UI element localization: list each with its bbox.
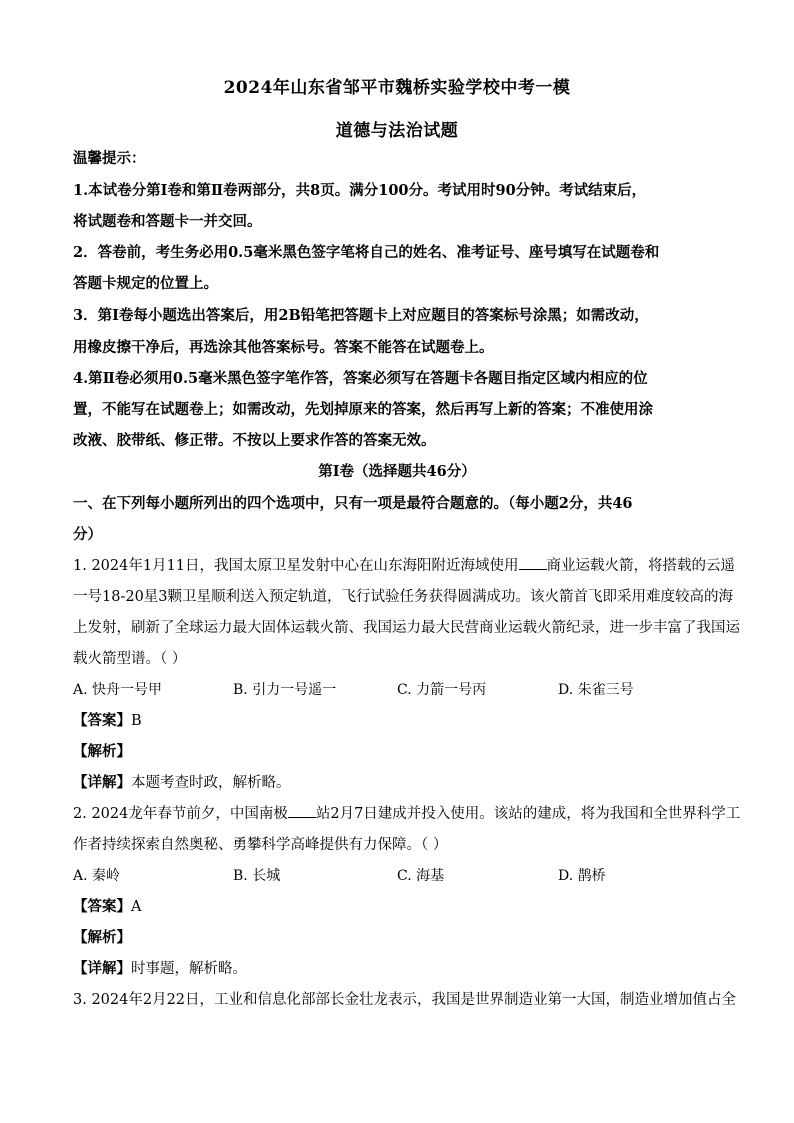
q2-analysis-tag: 【解析】 xyxy=(73,929,131,946)
q1-option-a: A. 快舟一号甲 xyxy=(73,682,163,698)
q1-stem-line-1 xyxy=(73,556,736,576)
q1-answer-tag: 【答案】 xyxy=(73,712,131,729)
q2-stem-line-2: 作者持续探索自然奥秘、勇攀科学高峰提供有力保障。（ ） xyxy=(73,837,448,853)
q2-stem-line-1 xyxy=(73,804,741,824)
q1-option-c: C. 力箭一号丙 xyxy=(397,682,487,698)
q1-stem-line-4: 载火箭型谱。（ ） xyxy=(73,651,187,667)
q1-answer: B xyxy=(131,713,142,729)
q1-option-d: D. 朱雀三号 xyxy=(558,682,634,698)
q2-answer-line xyxy=(73,897,733,917)
part-heading-line-2: 分） xyxy=(73,526,102,543)
document-title: 2024年山东省邹平市魏桥实验学校中考一模 xyxy=(223,78,571,98)
q1-stem-line-3: 上发射，刷新了全球运力最大固体运载火箭、我国运力最大民营商业运载火箭纪录，进一步丰富了我国运 xyxy=(73,620,740,636)
q2-detail-line xyxy=(73,959,733,979)
q1-detail: 本题考查时政，解析略。 xyxy=(131,775,291,791)
tip-line-1: 1.本试卷分第Ⅰ卷和第Ⅱ卷两部分，共8页。满分100分。考试用时90分钟。考试结束后， xyxy=(73,182,647,199)
tips-heading: 温馨提示： xyxy=(73,150,146,167)
q2-answer-tag: 【答案】 xyxy=(73,898,131,915)
q1-stem-line-1a: 1. 2024年1月11日，我国太原卫星发射中心在山东海阳附近海域使用 xyxy=(73,558,519,574)
q1-stem-line-2: 一号18-20星3颗卫星顺利送入预定轨道，飞行试验任务获得圆满成功。该火箭首飞即采用难度较高的海 xyxy=(73,589,734,605)
q2-option-d: D. 鹊桥 xyxy=(558,868,606,884)
q2-answer: A xyxy=(131,899,142,915)
q2-stem-line-1b: 站2月7日建成并投入使用。该站的建成，将为我国和全世界科学工 xyxy=(315,806,741,822)
q1-stem-line-1b: 商业运载火箭，将搭载的云遥 xyxy=(546,558,736,574)
q1-blank xyxy=(519,557,547,570)
q2-option-c: C. 海基 xyxy=(397,868,445,884)
tip-line-2: 将试题卷和答题卡一并交回。 xyxy=(73,213,262,230)
q2-option-a: A. 秦岭 xyxy=(73,868,121,884)
tip-line-4: 答题卡规定的位置上。 xyxy=(73,275,218,292)
q1-detail-tag: 【详解】 xyxy=(73,774,131,791)
tip-line-3: 2．答卷前，考生务必用0.5毫米黑色签字笔将自己的姓名、准考证号、座号填写在试题卷和 xyxy=(73,244,660,261)
q2-detail-tag: 【详解】 xyxy=(73,960,131,977)
q2-option-b: B. 长城 xyxy=(233,868,281,884)
tip-line-6: 用橡皮擦干净后，再选涂其他答案标号。答案不能答在试题卷上。 xyxy=(73,339,494,356)
tip-line-9: 改液、胶带纸、修正带。不按以上要求作答的答案无效。 xyxy=(73,432,436,449)
q2-stem-line-1a: 2. 2024龙年春节前夕，中国南极 xyxy=(73,806,288,822)
section-heading: 第Ⅰ卷（选择题共46分） xyxy=(318,463,476,480)
document-subtitle: 道德与法治试题 xyxy=(335,121,459,141)
tip-line-5: 3．第Ⅰ卷每小题选出答案后，用2B铅笔把答题卡上对应题目的答案标号涂黑；如需改动， xyxy=(73,307,649,324)
q2-blank xyxy=(288,805,316,818)
q3-stem-line-1: 3. 2024年2月22日，工业和信息化部部长金壮龙表示，我国是世界制造业第一大国，制造业增加值占全 xyxy=(73,992,737,1008)
q1-option-b: B. 引力一号遥一 xyxy=(233,682,337,698)
tip-line-8: 置，不能写在试题卷上；如需改动，先划掉原来的答案，然后再写上新的答案；不准使用涂 xyxy=(73,401,653,418)
tip-line-7: 4.第Ⅱ卷必须用0.5毫米黑色签字笔作答，答案必须写在答题卡各题目指定区域内相应的位 xyxy=(73,370,648,387)
q1-answer-line xyxy=(73,711,733,731)
q1-detail-line xyxy=(73,773,733,793)
q1-analysis-tag: 【解析】 xyxy=(73,743,131,760)
q2-detail: 时事题，解析略。 xyxy=(131,961,247,977)
part-heading-line-1: 一、在下列每小题所列出的四个选项中，只有一项是最符合题意的。（每小题2分，共46 xyxy=(73,495,633,512)
